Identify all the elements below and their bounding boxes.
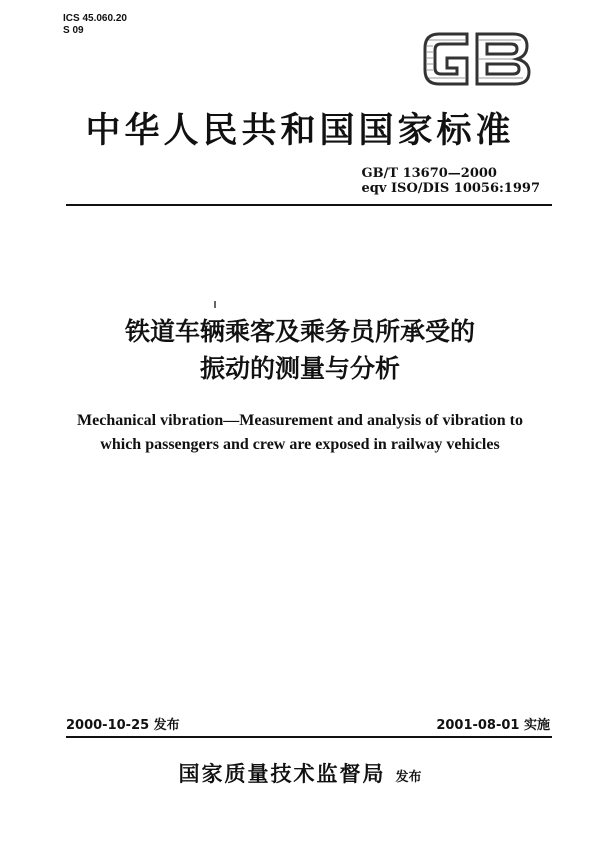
- ics-code: ICS 45.060.20: [63, 13, 127, 24]
- header-divider: [66, 204, 552, 206]
- document-title-english: [0, 409, 600, 457]
- title-en-line-1: Mechanical vibration—Measurement and analysis of vibration to: [77, 412, 523, 429]
- title-cn-line-2: 振动的测量与分析: [199, 354, 400, 383]
- publish-label: 发布: [395, 770, 422, 785]
- publisher-line: [0, 758, 600, 788]
- scan-mark: [214, 301, 216, 308]
- classification-codes: [63, 13, 127, 37]
- equivalence-note: eqv ISO/DIS 10056:1997: [361, 181, 540, 196]
- title-cn-line-1: 铁道车辆乘客及乘务员所承受的: [124, 317, 475, 346]
- standard-numbers: [362, 166, 540, 196]
- footer-divider: [66, 736, 552, 738]
- title-en-line-2: which passengers and crew are exposed in railway vehicles: [100, 436, 500, 453]
- publisher-name: 国家质量技术监督局: [178, 762, 386, 786]
- issue-date: 2000-10-25 发布: [66, 718, 180, 733]
- gb-logo: [417, 22, 535, 96]
- document-title-chinese: [0, 313, 600, 387]
- ccs-code: S 09: [63, 25, 84, 36]
- implementation-date: 2001-08-01 实施: [436, 718, 550, 733]
- standard-number: GB/T 13670—2000: [361, 166, 497, 181]
- national-standard-title: 中华人民共和国国家标准: [85, 111, 515, 151]
